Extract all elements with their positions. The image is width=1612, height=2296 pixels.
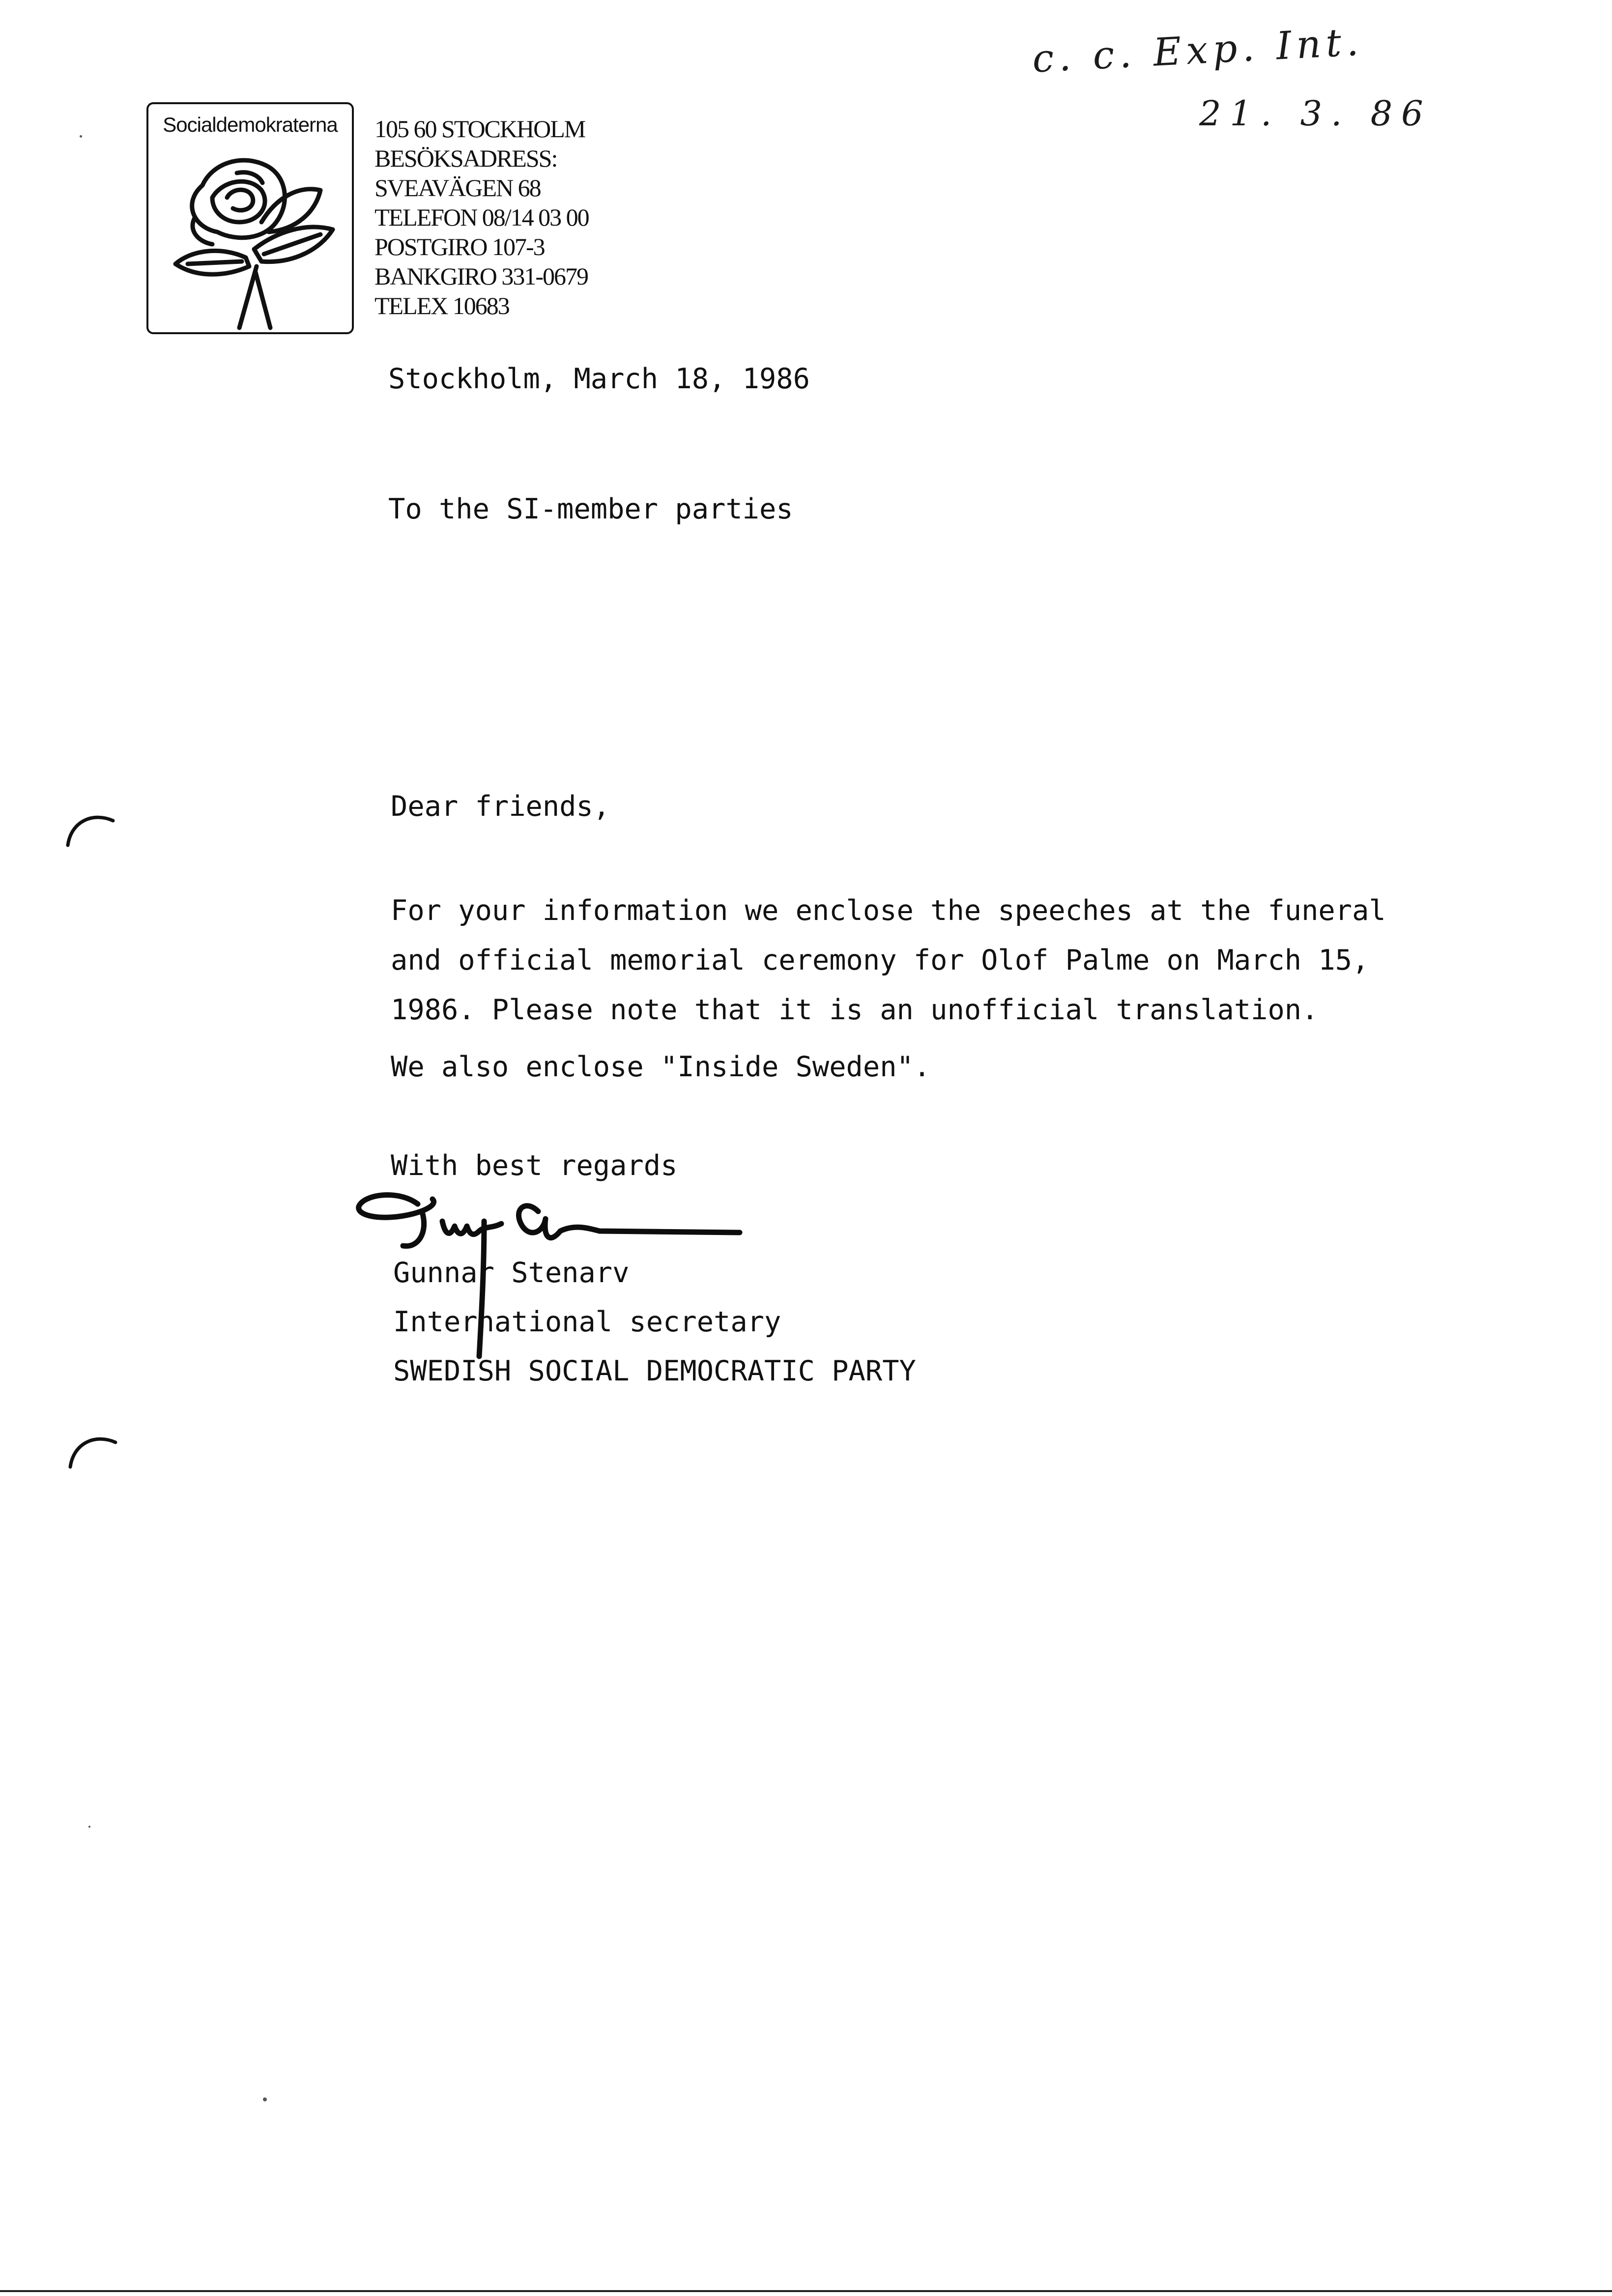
handwritten-received-date: 21. 3. 86	[1199, 93, 1432, 134]
letter-date: Stockholm, March 18, 1986	[388, 363, 810, 395]
punch-hole-mark	[64, 806, 118, 850]
letterhead-address	[374, 114, 589, 320]
scan-speck	[263, 2097, 267, 2101]
body-line: For your information we enclose the speeches at the funeral	[391, 894, 1386, 927]
scan-speck	[80, 135, 82, 138]
signer-title: International secretary	[393, 1306, 781, 1338]
address-line: SVEAVÄGEN 68	[374, 174, 541, 201]
signer-organization: SWEDISH SOCIAL DEMOCRATIC PARTY	[393, 1355, 916, 1387]
signer-name: Gunnar Stenarv	[393, 1257, 630, 1289]
letter-recipient: To the SI-member parties	[388, 493, 793, 525]
address-line: TELEFON 08/14 03 00	[374, 203, 589, 231]
address-line: BESÖKSADRESS:	[374, 144, 557, 172]
letter-enclosure-note: We also enclose "Inside Sweden".	[391, 1051, 931, 1083]
letter-closing: With best regards	[391, 1149, 678, 1182]
address-line: TELEX 10683	[374, 292, 509, 319]
address-line: 105 60 STOCKHOLM	[374, 115, 585, 143]
body-line: and official memorial ceremony for Olof Palme on March 15,	[391, 944, 1369, 976]
letter-body	[391, 886, 1386, 1035]
handwritten-cc-note: c. c. Exp. Int.	[1031, 20, 1365, 82]
address-line: BANKGIRO 331-0679	[374, 262, 588, 290]
letter-salutation: Dear friends,	[391, 790, 610, 823]
body-line: 1986. Please note that it is an unofficial translation.	[391, 994, 1319, 1026]
rose-icon	[158, 144, 345, 330]
scan-speck	[88, 1826, 90, 1828]
logo-name: Socialdemokraterna	[163, 113, 338, 136]
punch-hole-mark	[66, 1428, 120, 1472]
address-line: POSTGIRO 107-3	[374, 233, 545, 260]
handwritten-signature	[344, 1184, 767, 1391]
scan-edge	[0, 2290, 1612, 2292]
party-logo	[146, 102, 354, 334]
